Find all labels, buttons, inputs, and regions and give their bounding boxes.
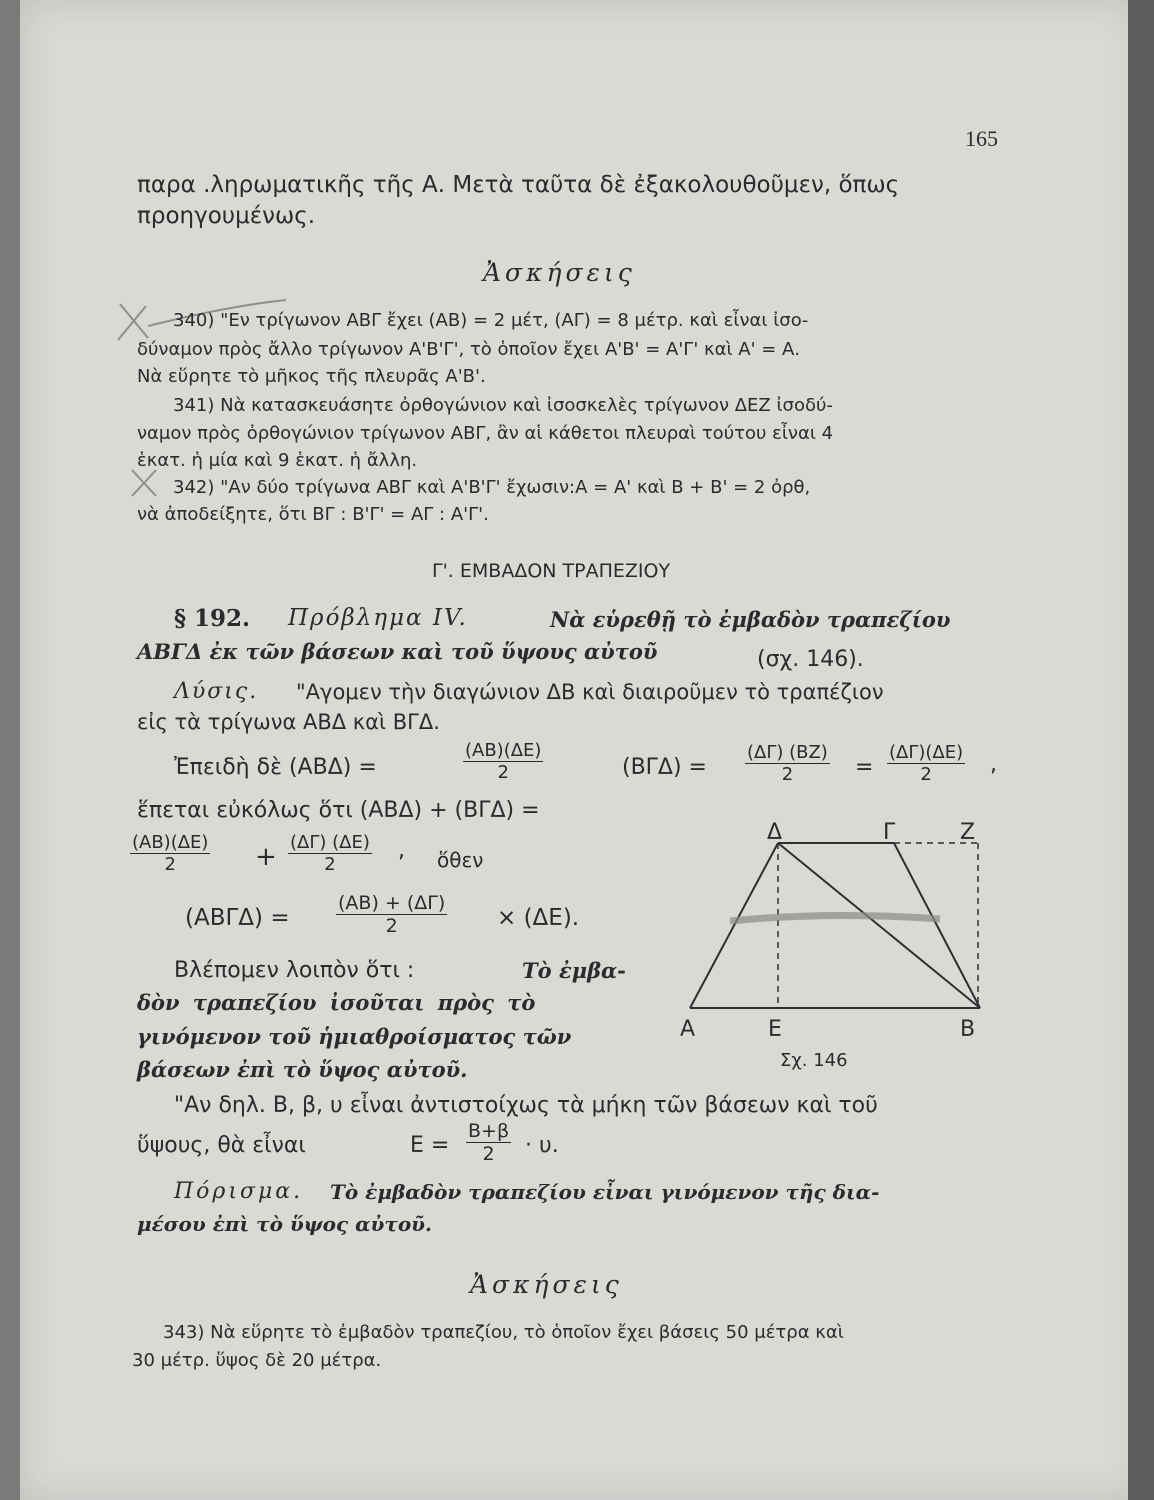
equals-sign: = (855, 755, 874, 780)
fraction-dg-de (887, 742, 965, 785)
times-de: × (ΔΕ). (497, 905, 580, 931)
formula-fraction (466, 1120, 511, 1165)
diagonal-db (778, 843, 980, 1008)
exercises-heading-1: Ἀσκήσεις (483, 258, 636, 287)
pencil-median-mark (730, 915, 940, 921)
page-number: 165 (965, 126, 998, 151)
vertex-label-z: Ζ (960, 820, 976, 845)
theorem-line-4: βάσεων ἐπὶ τὸ ὕψος αὐτοῦ. (137, 1057, 468, 1082)
exercise-343-line-2: 30 μέτρ. ὕψος δὲ 20 μέτρα. (132, 1350, 382, 1371)
pencil-cross-mark (128, 466, 162, 500)
section-title: Γ'. ΕΜΒΑΔΟΝ ΤΡΑΠΕΖΙΟΥ (432, 560, 671, 582)
binding-shadow (0, 0, 20, 1500)
formula-e-equals: Ε = (410, 1133, 450, 1158)
vertex-label-g: Γ (883, 820, 896, 845)
comma-2: , (398, 838, 405, 863)
exercise-341-line-3: ἑκατ. ἡ μία καὶ 9 ἑκατ. ἡ ἄλλη. (137, 450, 418, 471)
formula-denominator: 2 (482, 1143, 495, 1165)
fraction-sum-2 (288, 832, 372, 875)
exercise-342-line-1: 342) "Αν δύο τρίγωνα ΑΒΓ καὶ Α'Β'Γ' ἔχωσιν:Α = Α' καὶ Β + Β' = 2 ὀρθ, (173, 477, 811, 498)
vertex-label-d: Δ (767, 820, 783, 845)
fraction-abd (463, 740, 543, 783)
whence-text: ὅθεν (437, 848, 484, 872)
fraction-sum-2-denominator: 2 (324, 854, 336, 875)
fraction-bgd-numerator: (ΔΓ) (ΒΖ) (747, 742, 828, 763)
corollary-label: Πόρισμα. (174, 1179, 304, 1204)
problem-statement-line-1: Νὰ εὑρεθῇ τὸ ἐμβαδὸν τραπεζίου (550, 607, 951, 632)
side-gb (894, 843, 980, 1008)
problem-number: § 192. (174, 605, 251, 632)
exercise-340-line-3: Νὰ εὕρητε τὸ μῆκος τῆς πλευρᾶς Α'Β'. (137, 366, 486, 387)
vertex-label-e: Ε (768, 1017, 782, 1042)
formula-line-2: ὕψους, θὰ εἶναι (137, 1133, 306, 1158)
intro-line-1: παρα .ληρωματικῆς τῆς Α. Μετὰ ταῦτα δὲ ἐξακολουθοῦμεν, ὅπως (137, 172, 900, 198)
fraction-dg-de-numerator: (ΔΓ)(ΔΕ) (889, 742, 964, 763)
exercise-343-line-1: 343) Νὰ εὕρητε τὸ ἐμβαδὸν τραπεζίου, τὸ ὁποῖον ἔχει βάσεις 50 μέτρα καὶ (163, 1322, 844, 1343)
bgd-text: (ΒΓΔ) = (622, 755, 707, 780)
intro-line-2: προηγουμένως. (137, 203, 316, 229)
theorem-line-1-plain: Βλέπομεν λοιπὸν ὅτι : (174, 958, 415, 983)
exercise-340-line-2: δύναμον πρὸς ἄλλο τρίγωνον Α'Β'Γ', τὸ ὁποῖον ἔχει Α'Β' = Α'Γ' καὶ Α' = Α. (137, 339, 801, 360)
exercise-342-line-2: νὰ ἀποδείξητε, ὅτι ΒΓ : Β'Γ' = ΑΓ : Α'Γ'. (137, 504, 489, 525)
fraction-abd-denominator: 2 (497, 762, 509, 783)
fraction-half-sum (336, 892, 447, 937)
corollary-line-1: Τὸ ἐμβαδὸν τραπεζίου εἶναι γινόμενον τῆς δια- (330, 1180, 880, 1204)
since-text: Ἐπειδὴ δὲ (ΑΒΔ) = (174, 755, 377, 780)
formula-line-1: "Αν δηλ. Β, β, υ εἶναι ἀντιστοίχως τὰ μήκη τῶν βάσεων καὶ τοῦ (174, 1093, 878, 1118)
fraction-sum-1-denominator: 2 (164, 854, 176, 875)
figure-caption: Σχ. 146 (780, 1050, 848, 1071)
solution-label: Λύσις. (174, 679, 259, 704)
follows-text: ἕπεται εὐκόλως ὅτι (ΑΒΔ) + (ΒΓΔ) = (137, 798, 540, 823)
exercise-341-line-1: 341) Νὰ κατασκευάσητε ὀρθογώνιον καὶ ἰσοσκελὲς τρίγωνον ΔΕΖ ἰσοδύ- (173, 395, 833, 416)
problem-label: Πρόβλημα IV. (288, 605, 468, 631)
formula-tail: · υ. (525, 1133, 559, 1158)
figure-reference: (σχ. 146). (757, 647, 864, 672)
solution-line-1: "Αγομεν τὴν διαγώνιον ΔΒ καὶ διαιροῦμεν τὸ τραπέζιον (296, 680, 884, 704)
theorem-line-3: γινόμενον τοῦ ἡμιαθροίσματος τῶν (137, 1024, 572, 1049)
fraction-half-sum-numerator: (ΑΒ) + (ΔΓ) (338, 892, 446, 914)
trapezoid-figure (680, 815, 1020, 1095)
fraction-abd-numerator: (ΑΒ)(ΔΕ) (465, 740, 542, 761)
solution-line-2: εἰς τὰ τρίγωνα ΑΒΔ καὶ ΒΓΔ. (137, 710, 440, 734)
abgd-text: (ΑΒΓΔ) = (185, 905, 290, 931)
exercise-340-line-1: 340) "Εν τρίγωνον ΑΒΓ ἔχει (ΑΒ) = 2 μέτ, (ΑΓ) = 8 μέτρ. καὶ εἶναι ἰσο- (173, 310, 809, 331)
problem-statement-line-2: ΑΒΓΔ ἐκ τῶν βάσεων καὶ τοῦ ὕψους αὐτοῦ (137, 639, 658, 664)
theorem-line-1-bold: Τὸ ἐμβα- (522, 958, 626, 983)
fraction-sum-2-numerator: (ΔΓ) (ΔΕ) (290, 832, 370, 853)
fraction-sum-1 (130, 832, 210, 875)
plus-sign: + (255, 842, 277, 872)
page-edge-shadow (1128, 0, 1154, 1500)
fraction-bgd (745, 742, 830, 785)
fraction-bgd-denominator: 2 (781, 764, 794, 785)
fraction-sum-1-numerator: (ΑΒ)(ΔΕ) (132, 832, 209, 853)
comma: , (990, 752, 997, 777)
fraction-half-sum-denominator: 2 (385, 915, 398, 937)
exercises-heading-2: Ἀσκήσεις (470, 1270, 623, 1299)
vertex-label-b: Β (960, 1017, 976, 1042)
fraction-dg-de-denominator: 2 (920, 764, 932, 785)
theorem-line-2: δὸν τραπεζίου ἰσοῦται πρὸς τὸ (137, 990, 536, 1015)
corollary-line-2: μέσου ἐπὶ τὸ ὕψος αὐτοῦ. (137, 1212, 433, 1236)
exercise-341-line-2: ναμον πρὸς ὀρθογώνιον τρίγωνον ΑΒΓ, ἂν αἱ κάθετοι πλευραὶ τούτου εἶναι 4 (137, 423, 834, 444)
vertex-label-a: Α (680, 1017, 696, 1042)
formula-numerator: Β+β (468, 1120, 510, 1142)
side-ad (690, 843, 778, 1008)
